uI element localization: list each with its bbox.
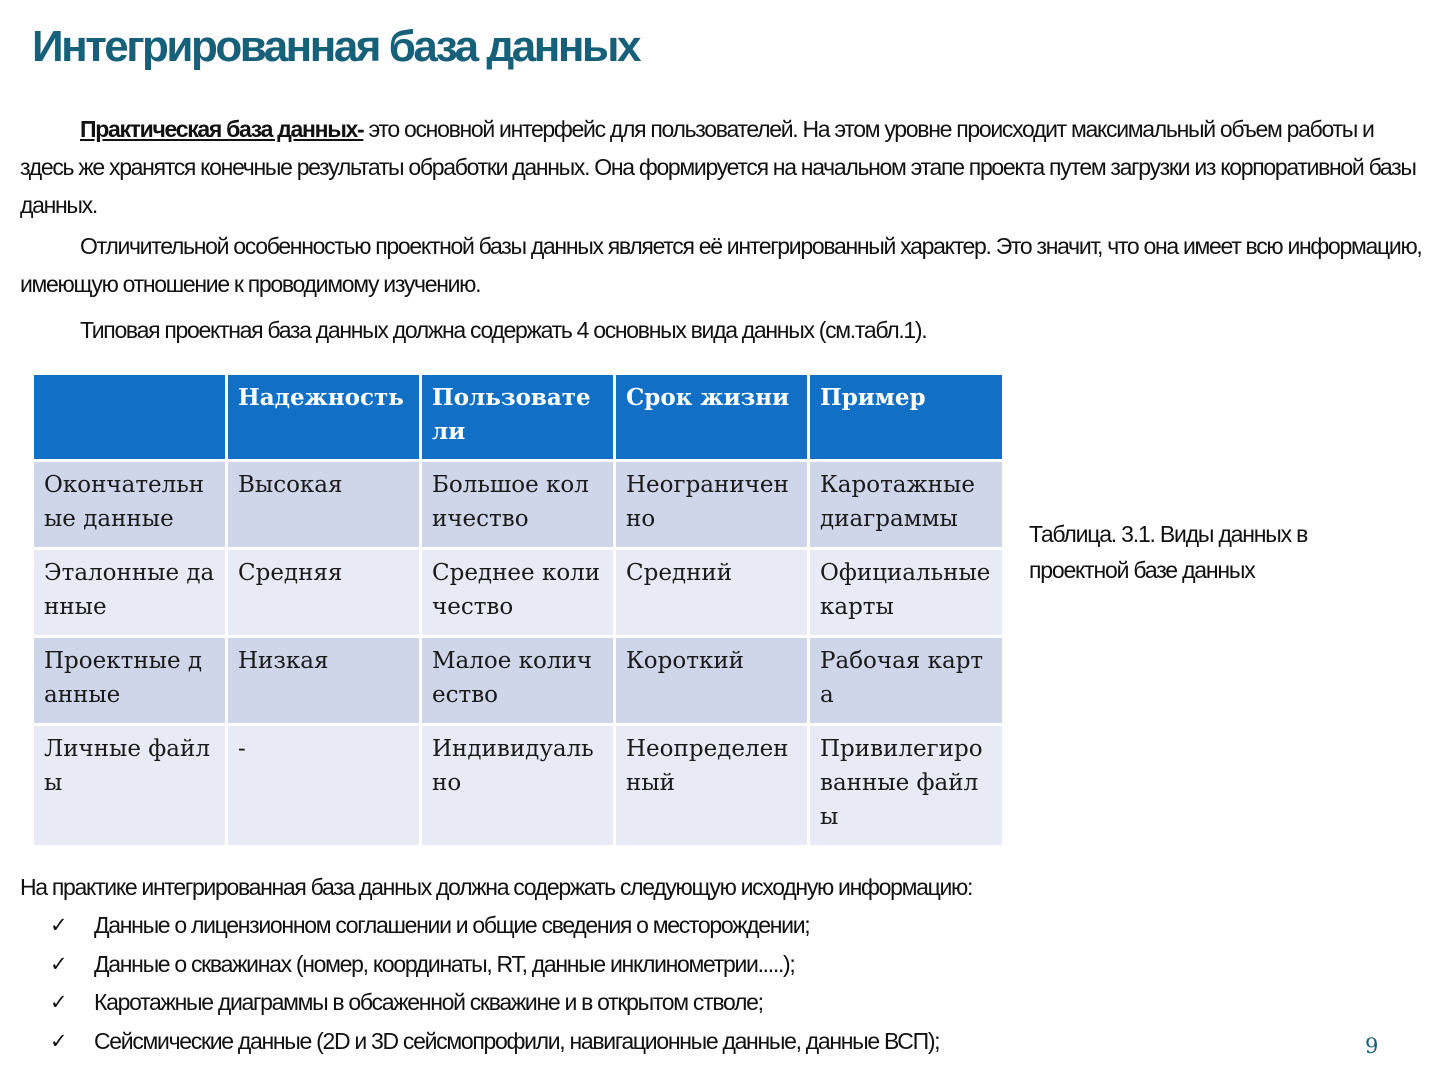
table-cell: Привилегированные файлы — [809, 725, 1004, 847]
table-cell: Личные файлы — [33, 725, 227, 847]
table-row — [33, 637, 1004, 725]
table-header-cell: Пользователи — [421, 374, 615, 461]
table-cell: Большое количество — [421, 461, 615, 549]
term-practical-db: Практическая база данных- — [80, 116, 364, 142]
table-header-row — [33, 374, 1004, 461]
table-row — [33, 461, 1004, 549]
table-cell: Короткий — [615, 637, 809, 725]
paragraph-practical-db — [20, 110, 1422, 224]
list-item — [50, 906, 939, 945]
table-caption: Таблица. 3.1. Виды данных в проектной базе данных — [1029, 521, 1308, 583]
list-item — [50, 983, 939, 1022]
list-intro: На практике интегрированная база данных должна содержать следующую исходную информацию: — [20, 874, 973, 900]
page-title: Интегрированная база данных — [32, 22, 639, 71]
table-cell: Неограниченно — [615, 461, 809, 549]
source-info-list — [50, 906, 939, 1060]
table-cell: Малое количество — [421, 637, 615, 725]
table-cell: Окончательные данные — [33, 461, 227, 549]
checkmark-icon: ✓ — [50, 990, 68, 1014]
data-types-table — [31, 372, 1005, 848]
table-cell: Эталонные данные — [33, 549, 227, 637]
table-header-cell — [33, 374, 227, 461]
checkmark-icon: ✓ — [50, 913, 68, 937]
paragraph-table-reference: Типовая проектная база данных должна содержать 4 основных вида данных (см.табл.1). — [80, 317, 927, 343]
paragraph-integrated-feature: Отличительной особенностью проектной базы данных является её интегрированный характер. Это значит, что она имеет всю информацию, имеющую отношение к проводимому изучению. — [20, 233, 1422, 297]
list-item-text: Данные о лицензионном соглашении и общие сведения о месторождении; — [94, 912, 810, 938]
table-header-cell: Надежность — [227, 374, 421, 461]
paragraph-practical-db-text: это основной интерфейс для пользователей. На этом уровне происходит максимальный объем работы и здесь же хранятся конечные результаты обработки данных. Она формируется на начальном этапе проекта путем загрузки из корпоративной базы данных. — [20, 116, 1416, 218]
list-item — [50, 1022, 939, 1061]
table-cell: Официальные карты — [809, 549, 1004, 637]
table-cell: Средняя — [227, 549, 421, 637]
list-item — [50, 945, 939, 984]
table-row — [33, 549, 1004, 637]
table-cell: Рабочая карта — [809, 637, 1004, 725]
table-cell: Низкая — [227, 637, 421, 725]
list-item-text: Сейсмические данные (2D и 3D сейсмопрофили, навигационные данные, данные ВСП); — [94, 1027, 940, 1054]
table-cell: Средний — [615, 549, 809, 637]
table-header-cell: Пример — [809, 374, 1004, 461]
checkmark-icon: ✓ — [50, 1028, 68, 1053]
page-number: 9 — [1365, 1034, 1379, 1058]
table-cell: Каротажные диаграммы — [809, 461, 1004, 549]
list-item-text: Данные о скважинах (номер, координаты, RT, данные инклинометрии.....); — [94, 950, 795, 977]
list-item-text: Каротажные диаграммы в обсаженной скважине и в открытом стволе; — [94, 989, 763, 1015]
table-cell: Среднее количество — [421, 549, 615, 637]
table-cell: Неопределенный — [615, 725, 809, 847]
checkmark-icon: ✓ — [50, 951, 68, 976]
table-cell: Высокая — [227, 461, 421, 549]
table-row — [33, 725, 1004, 847]
table-cell: Индивидуально — [421, 725, 615, 847]
table-cell: Проектные данные — [33, 637, 227, 725]
table-cell: - — [227, 725, 421, 847]
table-header-cell: Срок жизни — [615, 374, 809, 461]
